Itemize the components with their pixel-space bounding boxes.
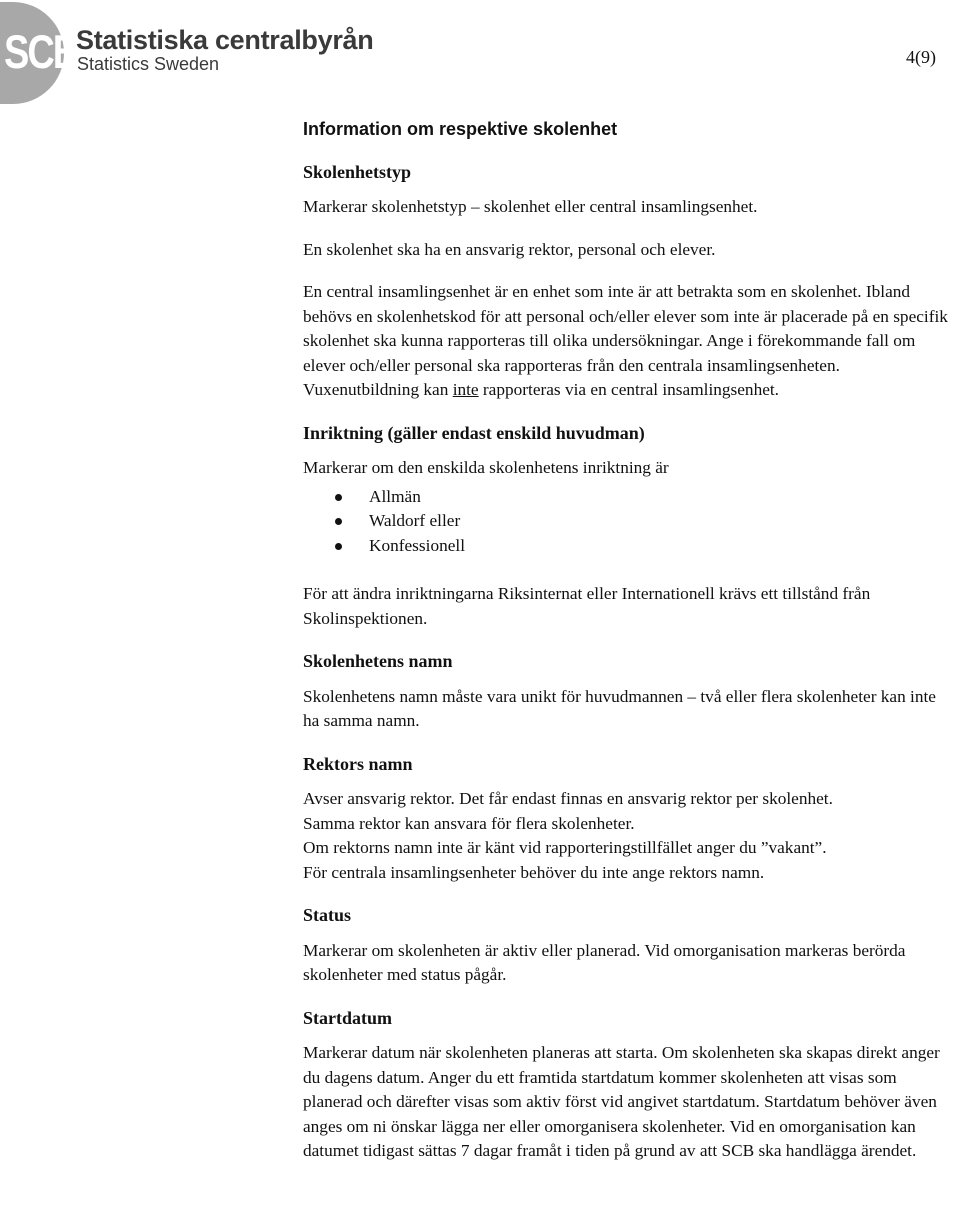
- bullet-list: [303, 485, 953, 559]
- paragraph: Skolenhetens namn måste vara unikt för huvudmannen – två eller flera skolenheter kan inte ha samma namn.: [303, 686, 936, 730]
- underlined-text: inte: [452, 380, 479, 399]
- paragraph: [303, 378, 953, 403]
- paragraph: En central insamlingsenhet är en enhet som inte är att betrakta som en skolenhet. Ibland behövs en skolenhetskod för att personal och/eller elever som inte är placerade på en specifik skolenhet ska kunna rapporteras till olika undersökningar. Ange i förekommande fall om elever och/eller personal ska rapporteras från den centrala insamlingsenheten.: [303, 282, 948, 375]
- paragraph: För att ändra inriktningarna Riksinternat eller Internationell krävs ett tillstånd från Skolinspektionen.: [303, 584, 871, 628]
- paragraph: Markerar skolenhetstyp – skolenhet eller central insamlingsenhet.: [303, 197, 758, 216]
- heading-skolenhetstyp: Skolenhetstyp: [303, 161, 412, 182]
- paragraph: Markerar datum när skolenheten planeras att starta. Om skolenheten ska skapas direkt anger du dagens datum. Anger du ett framtida startdatum kommer skolenheten att visas som planerad och därefter visas som aktiv först vid angivet startdatum. Startdatum behöver även anges om ni önskar lägga ner eller omorganisera skolenheter. Vid en omorganisation kan datumet tidigast sättas 7 dagar framåt i tiden på grund av att SCB ska handlägga ärendet.: [303, 1043, 940, 1160]
- paragraph: Markerar om den enskilda skolenhetens inriktning är: [303, 458, 669, 477]
- heading-startdatum: Startdatum: [303, 1007, 392, 1028]
- scb-logo-mark: [0, 2, 79, 104]
- org-name: Statistiska centralbyrån: [76, 25, 374, 55]
- text-fragment: rapporteras via en central insamlingsenhet.: [478, 380, 779, 399]
- paragraph: Samma rektor kan ansvara för flera skolenheter.: [303, 813, 635, 833]
- logo-mark-text: SCB: [4, 26, 79, 80]
- page-number: 4(9): [906, 47, 936, 67]
- section-title: Information om respektive skolenhet: [303, 119, 618, 139]
- heading-inriktning: Inriktning (gäller endast enskild huvudman): [303, 422, 645, 443]
- paragraph: Avser ansvarig rektor. Det får endast finnas en ansvarig rektor per skolenhet.: [303, 789, 833, 808]
- heading-skolenhetens-namn: Skolenhetens namn: [303, 651, 453, 671]
- list-item: Allmän: [303, 485, 953, 510]
- heading-status: Status: [303, 905, 352, 925]
- list-item: Waldorf eller: [303, 509, 953, 534]
- org-subtitle: Statistics Sweden: [77, 54, 220, 74]
- list-item: Konfessionell: [303, 534, 953, 559]
- paragraph: Markerar om skolenheten är aktiv eller planerad. Vid omorganisation markeras berörda skolenheter med status pågår.: [303, 940, 906, 984]
- paragraph: För centrala insamlingsenheter behöver du inte ange rektors namn.: [303, 862, 765, 882]
- scb-logo: [0, 0, 400, 106]
- paragraph: En skolenhet ska ha en ansvarig rektor, personal och elever.: [303, 239, 716, 259]
- heading-rektors-namn: Rektors namn: [303, 753, 413, 774]
- document-body: [303, 117, 953, 1177]
- text-fragment: Vuxenutbildning kan: [303, 380, 453, 399]
- paragraph: Om rektorns namn inte är känt vid rapporteringstillfället anger du ”vakant”.: [303, 838, 827, 857]
